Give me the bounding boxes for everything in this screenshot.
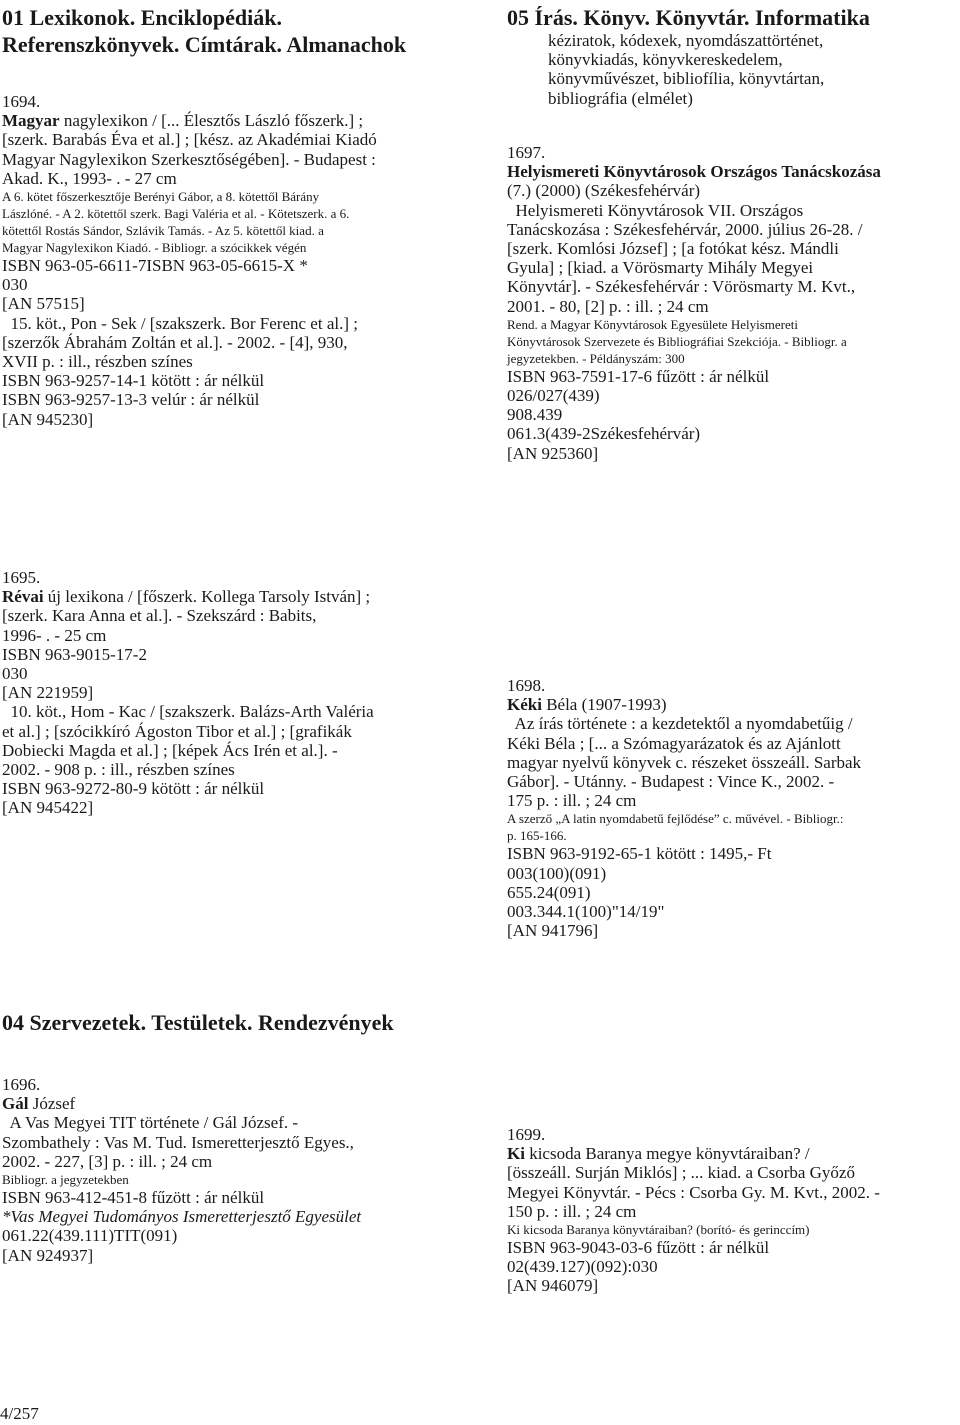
section-subtitle-line: könyvkiadás, könyvkereskedelem, (548, 50, 783, 70)
entry-classification: 908.439 (507, 405, 563, 425)
entry-1695 (2, 568, 480, 818)
section-title-line1: 01 Lexikonok. Enciklopédiák. (2, 5, 282, 30)
section-05-heading (507, 4, 960, 108)
entry-classification: 061.3(439-2Székesfehérvár) (507, 424, 701, 444)
entry-text: József (28, 1094, 76, 1114)
section-title: 05 Írás. Könyv. Könyvtár. Informatika (507, 5, 870, 30)
entry-corporate-subject: *Vas Megyei Tudományos Ismeretterjesztő Egyesület (2, 1207, 362, 1227)
entry-classification: 655.24(091) (507, 882, 591, 902)
entry-isbn: ISBN 963-9272-80-9 kötött : ár nélkül (2, 779, 265, 799)
section-title: 04 Szervezetek. Testületek. Rendezvények (2, 1010, 394, 1035)
section-subtitle-line: bibliográfia (elmélet) (548, 88, 693, 108)
entry-title-line (507, 695, 960, 714)
entry-title-line (2, 111, 480, 130)
entry-1696 (2, 1075, 480, 1265)
entry-1698 (507, 676, 960, 940)
entry-text: új lexikona / [főszerk. Kollega Tarsoly István] ; (43, 587, 371, 607)
entry-note: A 6. kötet főszerkesztője Berényi Gábor, a 8. kötettől Bárány (2, 189, 320, 205)
entry-line: Akad. K., 1993- . - 27 cm (2, 168, 177, 188)
entry-number: 1697. (507, 143, 546, 162)
entry-heading: Ki (507, 1144, 525, 1164)
entry-an: [AN 57515] (2, 294, 85, 314)
entry-heading: Gál (2, 1094, 29, 1114)
entry-1699 (507, 1125, 960, 1296)
entry-line: Könyvtár]. - Székesfehérvár : Vörösmarty M. Kvt., (507, 277, 856, 297)
entry-title-line (2, 587, 480, 606)
entry-isbn: ISBN 963-412-451-8 fűzött : ár nélkül (2, 1188, 265, 1208)
entry-number: 1698. (507, 676, 546, 695)
entry-classification: 030 (2, 664, 28, 684)
entry-line: 2002. - 908 p. : ill., részben színes (2, 760, 235, 780)
entry-number: 1694. (2, 92, 41, 111)
entry-text: nagylexikon / [... Élesztős László főszerk.] ; (59, 111, 364, 131)
entry-line: Szombathely : Vas M. Tud. Ismeretterjesztő Egyes., (2, 1132, 354, 1152)
entry-an: [AN 924937] (2, 1245, 94, 1265)
entry-line: 15. köt., Pon - Sek / [szakszerk. Bor Ferenc et al.] ; (2, 313, 358, 333)
entry-line: XVII p. : ill., részben színes (2, 352, 193, 372)
entry-line: [összeáll. Surján Miklós] ; ... kiad. a Csorba Győző (507, 1163, 855, 1183)
entry-line: Magyar Nagylexikon Szerkesztőségében]. - Budapest : (2, 149, 376, 169)
entry-line: [szerk. Kara Anna et al.]. - Szekszárd : Babits, (2, 606, 317, 626)
entry-isbn: ISBN 963-9257-14-1 kötött : ár nélkül (2, 371, 265, 391)
entry-line: Dobiecki Magda et al.] ; [képek Ács Irén et al.]. - (2, 740, 338, 760)
entry-line: [szerzők Ábrahám Zoltán et al.]. - 2002. - [4], 930, (2, 332, 348, 352)
entry-an: [AN 946079] (507, 1276, 599, 1296)
section-04-heading (2, 1009, 480, 1036)
entry-number: 1695. (2, 568, 41, 587)
entry-line: [szerk. Barabás Éva et al.] ; [kész. az Akadémiai Kiadó (2, 130, 377, 150)
entry-line: 2001. - 80, [2] p. : ill. ; 24 cm (507, 296, 709, 316)
entry-line: Megyei Könyvtár. - Pécs : Csorba Gy. M. Kvt., 2002. - (507, 1182, 880, 1202)
entry-note: p. 165-166. (507, 828, 567, 844)
entry-heading: Magyar (2, 111, 60, 131)
page-number: 4/257 (0, 1404, 39, 1423)
entry-1694 (2, 92, 480, 429)
entry-line: 175 p. : ill. ; 24 cm (507, 791, 637, 811)
entry-title-line (507, 1144, 960, 1163)
section-01-heading (2, 4, 480, 58)
entry-classification: 02(439.127)(092):030 (507, 1257, 658, 1277)
entry-isbn: ISBN 963-9015-17-2 (2, 644, 147, 664)
entry-line: 150 p. : ill. ; 24 cm (507, 1201, 637, 1221)
entry-an: [AN 925360] (507, 443, 599, 463)
entry-text: kicsoda Baranya megye könyvtáraiban? / (524, 1144, 810, 1164)
entry-classification: 003.344.1(100)"14/19" (507, 902, 665, 922)
entry-line: 1996- . - 25 cm (2, 625, 107, 645)
entry-line: A Vas Megyei TIT története / Gál József. - (2, 1113, 299, 1133)
section-subtitle-line: kéziratok, kódexek, nyomdászattörténet, (548, 31, 824, 50)
entry-note: Könyvtárosok Szervezete és Bibliográfiai Szekciója. - Bibliogr. a (507, 333, 847, 349)
entry-isbn: ISBN 963-05-6611-7ISBN 963-05-6615-X * (2, 256, 308, 276)
entry-line: Helyismereti Könyvtárosok VII. Országos (507, 200, 804, 220)
entry-isbn: ISBN 963-9257-13-3 velúr : ár nélkül (2, 390, 260, 410)
entry-classification: 003(100)(091) (507, 863, 607, 883)
entry-line: Az írás története : a kezdetektől a nyomdabetűig / (507, 714, 853, 734)
entry-line: 2002. - 227, [3] p. : ill. ; 24 cm (2, 1151, 213, 1171)
entry-line: Gyula] ; [kiad. a Vörösmarty Mihály Megyei (507, 258, 814, 278)
entry-line: Gábor]. - Utánny. - Budapest : Vince K., 2002. - (507, 772, 835, 792)
entry-line: magyar nyelvű könyvek c. részeket összeáll. Sarbak (507, 752, 862, 772)
entry-heading: Helyismereti Könyvtárosok Országos Tanácskozása (507, 162, 881, 182)
entry-line: [szerk. Komlósi József] ; [a fotókat kész. Mándli (507, 239, 839, 259)
entry-classification: 030 (2, 275, 28, 295)
section-title-line2: Referenszkönyvek. Címtárak. Almanachok (2, 32, 407, 57)
entry-note: Ki kicsoda Baranya könyvtáraiban? (borító- és gerinccím) (507, 1222, 810, 1238)
entry-line: (7.) (2000) (Székesfehérvár) (507, 181, 701, 201)
entry-note: kötettől Rostás Sándor, Szlávik Tamás. - Az 5. kötettől kiad. a (2, 223, 324, 239)
entry-heading: Kéki (507, 695, 542, 715)
entry-an: [AN 945230] (2, 409, 94, 429)
entry-isbn: ISBN 963-7591-17-6 fűzött : ár nélkül (507, 366, 770, 386)
section-subtitle-line: könyvművészet, bibliofília, könyvtártan, (548, 69, 825, 89)
entry-classification: 026/027(439) (507, 386, 600, 406)
entry-an: [AN 221959] (2, 683, 94, 703)
section-subtitle (507, 31, 960, 108)
entry-classification: 061.22(439.111)TIT(091) (2, 1226, 178, 1246)
entry-line: Tanácskozása : Székesfehérvár, 2000. július 26-28. / (507, 219, 863, 239)
entry-number: 1696. (2, 1075, 41, 1094)
entry-note: Lászlóné. - A 2. kötettől szerk. Bagi Valéria et al. - Kötetszerk. a 6. (2, 206, 350, 222)
entry-1697 (507, 143, 960, 463)
entry-note: Magyar Nagylexikon Kiadó. - Bibliogr. a szócikkek végén (2, 240, 307, 256)
entry-text: Béla (1907-1993) (541, 695, 667, 715)
entry-line: Kéki Béla ; [... a Szómagyarázatok és az Ajánlott (507, 733, 841, 753)
entry-note: jegyzetekben. - Példányszám: 300 (507, 350, 685, 366)
entry-note: A szerző „A latin nyomdabetű fejlődése” c. művével. - Bibliogr.: (507, 811, 844, 827)
entry-isbn: ISBN 963-9192-65-1 kötött : 1495,- Ft (507, 844, 772, 864)
entry-title-line (2, 1094, 480, 1113)
entry-heading: Révai (2, 587, 44, 607)
entry-note: Bibliogr. a jegyzetekben (2, 1172, 129, 1188)
entry-line: et al.] ; [szócikkíró Ágoston Tibor et al.] ; [grafikák (2, 721, 352, 741)
entry-number: 1699. (507, 1125, 546, 1144)
entry-line: 10. köt., Hom - Kac / [szakszerk. Balázs-Arth Valéria (2, 702, 374, 722)
entry-note: Rend. a Magyar Könyvtárosok Egyesülete Helyismereti (507, 316, 798, 332)
entry-an: [AN 945422] (2, 798, 94, 818)
entry-an: [AN 941796] (507, 921, 599, 941)
entry-isbn: ISBN 963-9043-03-6 fűzött : ár nélkül (507, 1238, 770, 1258)
